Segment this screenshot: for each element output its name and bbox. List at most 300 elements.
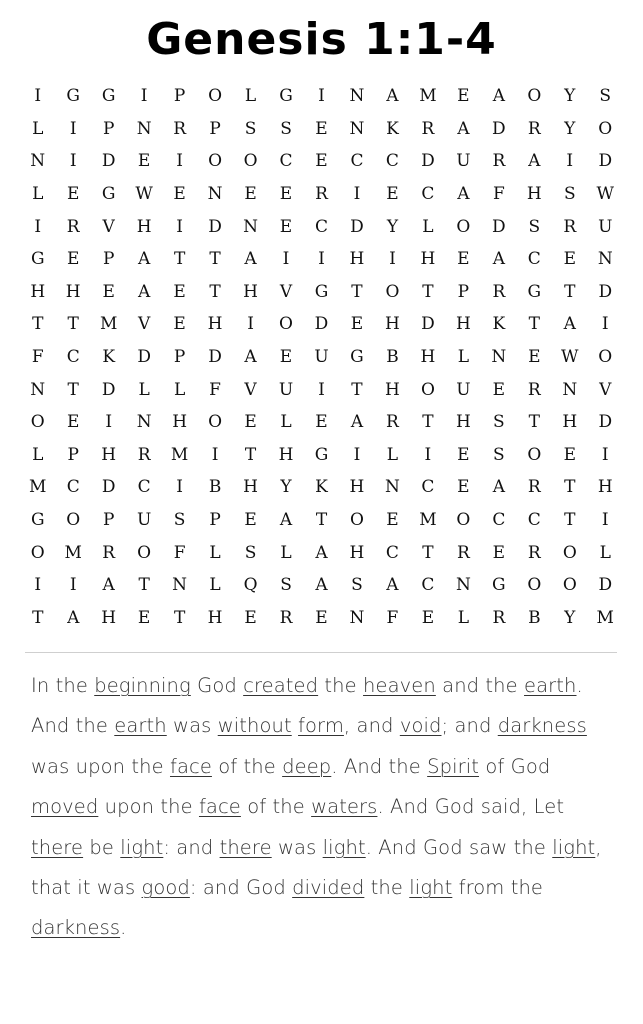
grid-letter: U [278,379,294,400]
grid-letter: O [420,379,435,400]
grid-letter: L [457,347,470,368]
grid-letter: T [564,510,576,531]
grid-letter: T [138,575,150,596]
grid-letter: I [176,151,183,172]
grid-letter: H [207,314,223,335]
grid-letter: M [64,542,82,563]
grid-letter: P [102,510,115,531]
grid-letter: I [211,444,219,465]
grid-letter: D [421,151,435,172]
grid-letter: E [350,314,364,335]
hidden-word: darkness [31,916,121,940]
grid-letter: K [386,118,399,139]
grid-letter: G [66,86,80,107]
passage-text: , and [343,714,400,738]
grid-letter: G [279,86,293,107]
passage-text: of God [479,754,551,778]
grid-letter: D [137,347,151,368]
grid-letter: T [32,607,44,628]
passage-text: . And the [331,754,428,778]
hidden-word: darkness [497,714,587,738]
grid-letter: O [562,575,577,596]
grid-letter: N [207,184,223,205]
grid-letter: N [491,347,507,368]
grid-letter: D [598,151,613,172]
grid-letter: U [136,510,152,531]
hidden-word: deep [282,754,332,778]
grid-letter: O [30,412,45,433]
grid-letter: V [244,379,257,400]
grid-letter: V [138,314,151,335]
passage-text: , that it was [31,835,602,900]
grid-letter: O [208,412,223,433]
grid-letter: O [279,314,293,335]
grid-letter: E [244,412,257,433]
grid-letter: P [67,444,79,465]
hidden-word: there [31,835,84,859]
grid-letter: R [456,542,470,563]
grid-letter: R [102,542,116,563]
grid-letter: R [492,151,506,172]
grid-letter: E [457,477,470,498]
grid-letter: I [105,412,113,433]
grid-letter: E [315,412,328,433]
grid-letter: V [279,281,293,302]
grid-letter: D [598,575,613,596]
grid-letter: E [102,281,115,302]
grid-letter: N [243,216,258,237]
grid-letter: P [102,118,115,139]
grid-letter: S [244,118,257,139]
grid-letter: I [176,477,183,498]
grid-letter: T [564,281,576,302]
grid-letter: I [34,86,42,107]
grid-letter: A [563,314,576,335]
passage-text: ; and [441,714,498,738]
hidden-word: divided [292,876,365,900]
grid-letter: F [492,184,505,205]
grid-letter: C [385,542,399,563]
grid-letter: A [315,575,328,596]
grid-letter: N [455,575,471,596]
grid-letter: N [172,575,188,596]
grid-letter: L [599,542,611,563]
grid-letter: G [314,444,329,465]
grid-letter: I [69,151,77,172]
grid-letter: L [280,542,292,563]
grid-letter: T [564,477,576,498]
grid-letter: I [34,216,42,237]
hidden-word: waters [311,795,378,819]
passage-text: and the [435,674,525,697]
grid-letter: O [598,347,613,368]
grid-letter: R [279,607,293,628]
grid-letter: R [421,118,435,139]
grid-letter: I [318,249,325,270]
grid-letter: I [389,249,396,270]
grid-letter: R [386,412,399,433]
passage-text: was upon the [31,754,170,778]
grid-letter: L [209,575,221,596]
grid-letter: D [350,216,364,237]
grid-letter: H [243,281,258,302]
grid-letter: O [66,510,81,531]
grid-letter: H [172,412,188,433]
grid-letter: E [457,444,470,465]
grid-letter: O [527,444,542,465]
grid-letter: S [280,118,292,139]
passage-text: God [190,674,244,697]
grid-letter: A [386,575,399,596]
grid-letter: P [209,118,221,139]
word-search-grid [20,80,623,634]
grid-letter: H [385,314,400,335]
grid-letter: H [420,249,436,270]
grid-letter: G [492,575,506,596]
grid-letter: I [69,118,77,139]
grid-letter: L [209,542,221,563]
grid-letter: Y [386,216,399,237]
grid-letter: G [101,86,116,107]
hidden-word: earth [114,714,167,738]
grid-letter: I [318,379,325,400]
grid-letter: Y [564,607,576,628]
hidden-word: Spirit [427,754,480,778]
grid-letter: H [385,379,400,400]
grid-letter: A [315,542,328,563]
grid-letter: C [527,249,541,270]
grid-letter: L [280,412,292,433]
grid-letter: U [456,379,471,400]
grid-letter: E [173,314,186,335]
grid-letter: D [492,118,506,139]
grid-letter: O [456,510,471,531]
grid-letter: T [173,249,186,270]
grid-letter: S [528,216,541,237]
grid-letter: H [349,249,365,270]
grid-letter: D [314,314,329,335]
grid-letter: S [244,542,257,563]
grid-letter: A [386,86,399,107]
scripture-passage [31,666,621,949]
hidden-word: earth [524,674,577,697]
grid-letter: M [29,477,47,498]
grid-letter: T [209,249,221,270]
grid-letter: L [138,379,150,400]
grid-letter: O [137,542,152,563]
grid-letter: A [279,510,293,531]
grid-letter: E [492,542,506,563]
grid-letter: P [173,86,186,107]
grid-letter: E [563,444,576,465]
grid-letter: R [527,477,541,498]
grid-letter: I [34,575,42,596]
grid-letter: L [244,86,257,107]
grid-letter: M [419,86,437,107]
grid-letter: I [353,184,361,205]
grid-letter: E [528,347,541,368]
hidden-word: light [552,835,596,859]
grid-letter: O [598,118,613,139]
grid-letter: H [65,281,81,302]
grid-letter: S [493,444,505,465]
passage-text: : and [163,835,220,859]
grid-letter: P [173,347,186,368]
grid-letter: A [492,249,505,270]
hidden-word: good [141,876,190,900]
grid-letter: O [385,281,400,302]
grid-letter: A [244,347,257,368]
grid-letter: O [350,510,364,531]
grid-letter: C [279,151,293,172]
grid-letter: E [137,151,151,172]
grid-letter: A [244,249,257,270]
grid-letter: L [386,444,399,465]
grid-letter: R [137,444,151,465]
grid-letter: C [137,477,151,498]
grid-letter: H [136,216,152,237]
grid-letter: P [209,510,221,531]
grid-letter: Y [564,118,576,139]
grid-letter: W [561,347,579,368]
grid-letter: R [173,118,187,139]
hidden-word: light [409,876,453,900]
grid-letter: S [599,86,612,107]
grid-letter: H [101,444,117,465]
grid-letter: K [315,477,328,498]
grid-letter: E [173,281,186,302]
grid-letter: H [278,444,294,465]
grid-letter: A [138,281,151,302]
grid-letter: E [173,184,186,205]
grid-letter: N [30,151,46,172]
grid-letter: E [315,151,328,172]
grid-letter: R [527,542,541,563]
grid-letter: R [563,216,577,237]
grid-letter: L [32,444,44,465]
grid-letter: L [457,607,470,628]
passage-text: of the [211,754,283,778]
grid-letter: H [455,314,471,335]
passage-text: . And God saw the [365,835,553,859]
grid-letter: M [170,444,189,465]
grid-letter: I [282,249,290,270]
grid-letter: M [99,314,118,335]
hidden-word: created [243,674,319,697]
grid-letter: O [243,151,258,172]
grid-letter: D [208,347,222,368]
grid-letter: H [597,477,613,498]
passage-text: In the [31,674,95,697]
grid-letter: D [598,412,613,433]
passage-text: from the [452,876,544,900]
hidden-word: light [322,835,366,859]
grid-letter: P [457,281,470,302]
grid-letter: W [135,184,153,205]
grid-letter: R [66,216,80,237]
grid-letter: L [32,118,44,139]
hidden-word: there [219,835,272,859]
grid-letter: O [456,216,471,237]
grid-letter: D [208,216,222,237]
grid-letter: F [209,379,221,400]
grid-letter: T [209,281,221,302]
grid-letter: Q [243,575,258,596]
grid-letter: G [314,281,329,302]
passage-text: . And the [31,674,583,738]
grid-letter: D [421,314,435,335]
grid-letter: C [527,510,541,531]
grid-letter: B [528,607,541,628]
grid-letter: T [422,412,434,433]
grid-letter: D [101,379,116,400]
grid-letter: H [420,347,436,368]
grid-letter: B [208,477,222,498]
grid-letter: E [279,216,293,237]
grid-letter: S [493,412,505,433]
grid-letter: H [349,542,365,563]
grid-letter: C [385,151,399,172]
grid-letter: E [315,607,328,628]
grid-letter: S [351,575,363,596]
grid-letter: E [315,118,328,139]
grid-letter: A [528,151,541,172]
grid-letter: E [386,510,399,531]
grid-letter: E [66,249,80,270]
grid-letter: E [66,184,80,205]
grid-letter: N [30,379,46,400]
grid-letter: I [566,151,574,172]
grid-letter: A [457,184,470,205]
grid-letter: N [136,118,152,139]
grid-letter: C [421,184,435,205]
grid-letter: D [492,216,506,237]
grid-letter: T [67,314,79,335]
grid-letter: I [601,314,609,335]
passage-text: upon the [98,795,199,819]
grid-letter: A [350,412,364,433]
grid-letter: H [30,281,46,302]
grid-letter: T [67,379,79,400]
passage-text: was [271,835,323,859]
grid-letter: N [597,249,613,270]
passage-text: the [364,876,410,900]
grid-letter: E [421,607,435,628]
grid-letter: C [492,510,506,531]
grid-letter: V [599,379,612,400]
grid-letter: F [173,542,186,563]
grid-letter: O [527,575,542,596]
grid-letter: R [527,118,541,139]
grid-letter: T [244,444,257,465]
grid-letter: T [351,379,363,400]
grid-letter: C [350,151,364,172]
grid-letter: N [349,607,365,628]
grid-letter: N [349,86,365,107]
grid-letter: G [30,249,45,270]
grid-letter: E [244,184,257,205]
grid-letter: S [173,510,186,531]
grid-letter: Y [564,86,576,107]
grid-letter: L [173,379,186,400]
grid-letter: H [455,412,471,433]
grid-letter: T [528,314,540,335]
grid-letter: I [601,510,609,531]
grid-letter: T [173,607,186,628]
grid-letter: C [314,216,328,237]
grid-letter: N [385,477,400,498]
grid-letter: H [526,184,542,205]
hidden-word: face [198,795,241,819]
hidden-word: moved [31,795,99,819]
grid-letter: A [138,249,151,270]
grid-letter: U [598,216,613,237]
grid-letter: C [66,477,80,498]
grid-letter: N [136,412,152,433]
grid-letter: N [349,118,365,139]
grid-letter: I [601,444,609,465]
grid-letter: V [102,216,115,237]
grid-letter: D [101,151,116,172]
grid-letter: Y [280,477,292,498]
grid-letter: L [422,216,434,237]
grid-letter: W [596,184,614,205]
grid-letter: K [102,347,116,368]
grid-letter: O [527,86,542,107]
grid-letter: D [101,477,116,498]
hidden-word: form [298,714,344,738]
grid-letter: F [31,347,44,368]
grid-letter: E [244,510,257,531]
grid-letter: S [280,575,292,596]
grid-letter: O [562,542,577,563]
grid-letter: T [422,281,434,302]
hidden-word: heaven [363,674,436,697]
grid-letter: F [386,607,399,628]
grid-letter: T [315,510,328,531]
grid-letter: E [386,184,399,205]
grid-letter: A [492,86,505,107]
grid-letter: O [208,151,223,172]
hidden-word: void [399,714,442,738]
grid-letter: G [30,510,45,531]
grid-letter: I [247,314,254,335]
grid-letter: E [563,249,576,270]
grid-letter: R [492,281,506,302]
grid-letter: T [528,412,540,433]
grid-letter: I [69,575,77,596]
grid-letter: S [563,184,576,205]
grid-letter: A [457,118,470,139]
grid-letter: I [176,216,183,237]
grid-letter: E [66,412,80,433]
passage-text: of the [240,795,312,819]
grid-letter: I [318,86,325,107]
grid-letter: G [527,281,542,302]
grid-letter: I [424,444,432,465]
grid-letter: E [279,184,293,205]
grid-letter: E [137,607,151,628]
grid-letter: B [386,347,399,368]
passage-text: . And God said, Let [377,795,565,819]
grid-letter: E [457,249,470,270]
passage-text: be [83,835,121,859]
passage-text: . [120,916,127,940]
grid-letter: M [419,510,437,531]
grid-letter: H [101,607,117,628]
grid-letter: G [101,184,116,205]
grid-letter: I [353,444,361,465]
